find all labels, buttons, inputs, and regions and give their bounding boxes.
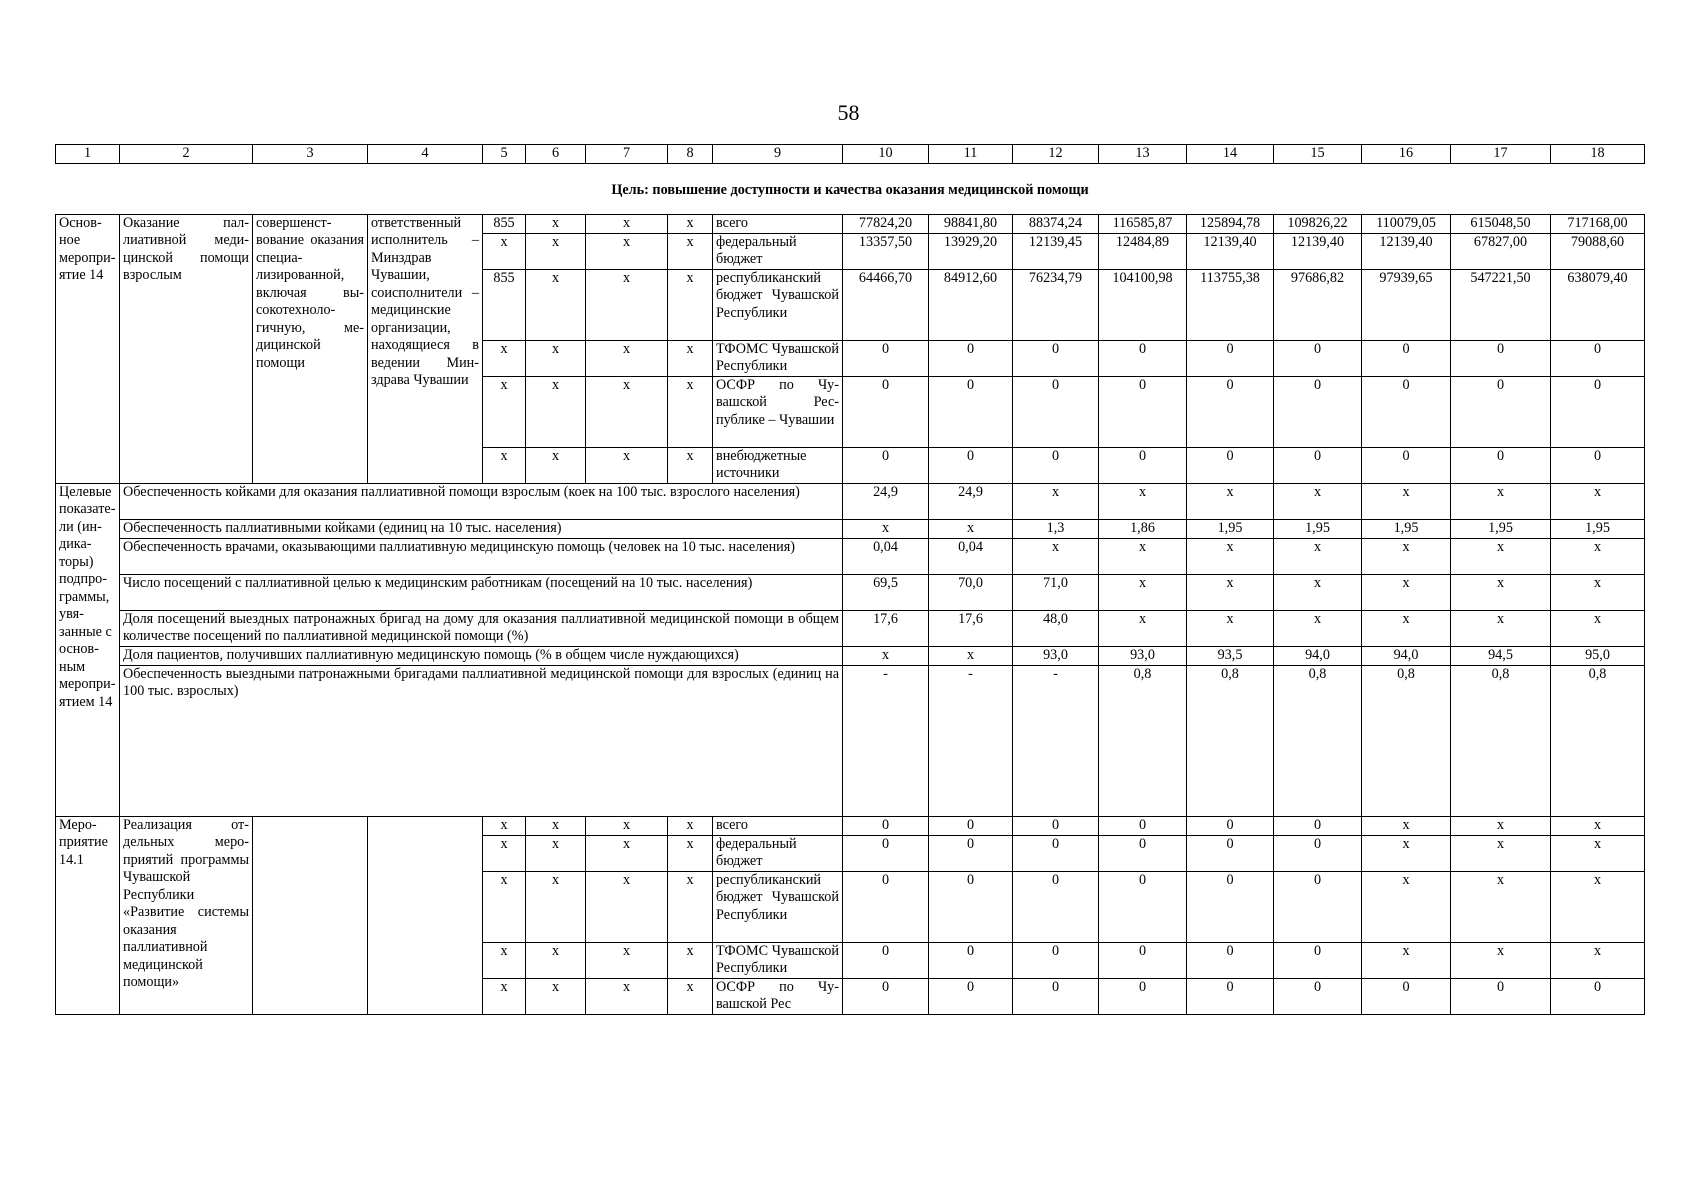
value-cell: 0 xyxy=(1362,447,1451,483)
value-cell: х xyxy=(1099,610,1187,646)
table-cell: х xyxy=(483,871,526,942)
indicator-name: Обеспеченность выездными патронажными бригадами паллиативной медицинской помощи для взрослых (единиц на 100 тыс. взрослых) xyxy=(120,665,843,816)
table-cell: х xyxy=(586,233,668,269)
value-cell: 125894,78 xyxy=(1187,214,1274,233)
value-cell: 93,5 xyxy=(1187,646,1274,665)
column-number: 18 xyxy=(1551,145,1645,164)
value-cell: х xyxy=(1099,483,1187,519)
value-cell: 0 xyxy=(843,447,929,483)
value-cell: х xyxy=(929,646,1013,665)
table-cell: х xyxy=(526,978,586,1014)
funding-source: федеральный бюджет xyxy=(713,835,843,871)
value-cell: 12139,40 xyxy=(1362,233,1451,269)
funding-source: федеральный бюджет xyxy=(713,233,843,269)
value-cell: 88374,24 xyxy=(1013,214,1099,233)
value-cell: 0 xyxy=(1451,447,1551,483)
value-cell: 0 xyxy=(843,835,929,871)
indicator-name: Обеспеченность врачами, оказывающими паллиативную медицинскую помощь (человек на 10 тыс. населения) xyxy=(120,538,843,574)
activity-label: Основное мероприятие 14 xyxy=(56,214,120,483)
value-cell: х xyxy=(843,646,929,665)
column-number: 4 xyxy=(368,145,483,164)
column-number: 12 xyxy=(1013,145,1099,164)
value-cell: 98841,80 xyxy=(929,214,1013,233)
value-cell: 0 xyxy=(1274,835,1362,871)
value-cell: 94,0 xyxy=(1274,646,1362,665)
value-cell: 0 xyxy=(1187,340,1274,376)
value-cell: х xyxy=(1362,942,1451,978)
value-cell: х xyxy=(1551,942,1645,978)
value-cell: 17,6 xyxy=(843,610,929,646)
table-cell: х xyxy=(526,942,586,978)
indicator-name: Обеспеченность койками для оказания паллиативной помощи взрослым (коек на 100 тыс. взрослого населения) xyxy=(120,483,843,519)
value-cell: 0,8 xyxy=(1099,665,1187,816)
value-cell: 0 xyxy=(1013,816,1099,835)
value-cell: 0 xyxy=(1187,447,1274,483)
empty-cell xyxy=(253,816,368,1014)
column-number: 15 xyxy=(1274,145,1362,164)
value-cell: х xyxy=(1274,538,1362,574)
column-number: 9 xyxy=(713,145,843,164)
value-cell: 12139,40 xyxy=(1274,233,1362,269)
table-cell: х xyxy=(586,942,668,978)
table-cell: х xyxy=(586,340,668,376)
table-cell: х xyxy=(586,871,668,942)
value-cell: х xyxy=(1451,610,1551,646)
table-row xyxy=(56,214,1645,233)
table-cell: х xyxy=(526,447,586,483)
column-number: 10 xyxy=(843,145,929,164)
value-cell: 0,8 xyxy=(1187,665,1274,816)
value-cell: 0 xyxy=(1099,942,1187,978)
activity-label: Мероприятие 14.1 xyxy=(56,816,120,1014)
indicator-name: Обеспеченность паллиативными койками (единиц на 10 тыс. населения) xyxy=(120,519,843,538)
value-cell: 0 xyxy=(1099,340,1187,376)
value-cell: х xyxy=(1362,816,1451,835)
value-cell: 0 xyxy=(843,942,929,978)
value-cell: 79088,60 xyxy=(1551,233,1645,269)
indicators-label: Целевые показатели (индикаторы) подпрограммы, увязанные с основным мероприятием 14 xyxy=(56,483,120,816)
value-cell: 0 xyxy=(1187,835,1274,871)
value-cell: х xyxy=(1362,538,1451,574)
value-cell: х xyxy=(1362,871,1451,942)
table-cell: х xyxy=(526,233,586,269)
value-cell: х xyxy=(1551,816,1645,835)
value-cell: 0 xyxy=(1274,978,1362,1014)
value-cell: х xyxy=(1451,538,1551,574)
table-cell: х xyxy=(526,269,586,340)
value-cell: 0 xyxy=(1099,376,1187,447)
table-cell: х xyxy=(483,835,526,871)
table-cell: х xyxy=(586,376,668,447)
empty-cell xyxy=(368,816,483,1014)
value-cell: 12484,89 xyxy=(1099,233,1187,269)
value-cell: 0 xyxy=(1362,978,1451,1014)
value-cell: х xyxy=(843,519,929,538)
value-cell: 0,04 xyxy=(929,538,1013,574)
value-cell: 0 xyxy=(929,816,1013,835)
value-cell: 0 xyxy=(1099,835,1187,871)
value-cell: х xyxy=(1187,538,1274,574)
indicator-row xyxy=(56,574,1645,610)
indicator-row xyxy=(56,610,1645,646)
indicator-row xyxy=(56,483,1645,519)
value-cell: 0 xyxy=(843,816,929,835)
value-cell: 0 xyxy=(1099,871,1187,942)
funding-source: ОСФР по Чувашской Республике – Чувашии xyxy=(713,376,843,447)
table-cell: х xyxy=(526,871,586,942)
value-cell: 0 xyxy=(929,447,1013,483)
value-cell: х xyxy=(1362,574,1451,610)
value-cell: 0 xyxy=(1187,376,1274,447)
value-cell: 0 xyxy=(1451,978,1551,1014)
value-cell: 0 xyxy=(843,871,929,942)
value-cell: х xyxy=(1451,816,1551,835)
value-cell: 0 xyxy=(929,942,1013,978)
value-cell: 0 xyxy=(1187,942,1274,978)
table-cell: х xyxy=(668,214,713,233)
value-cell: х xyxy=(1187,483,1274,519)
value-cell: 717168,00 xyxy=(1551,214,1645,233)
table-cell: х xyxy=(483,978,526,1014)
table-cell: х xyxy=(586,214,668,233)
value-cell: 0,04 xyxy=(843,538,929,574)
value-cell: х xyxy=(1551,871,1645,942)
value-cell: х xyxy=(929,519,1013,538)
activity-name: Оказание паллиативной медицинской помощи взрослым xyxy=(120,214,253,483)
value-cell: 76234,79 xyxy=(1013,269,1099,340)
funding-source: всего xyxy=(713,816,843,835)
value-cell: 0 xyxy=(1362,340,1451,376)
value-cell: 12139,45 xyxy=(1013,233,1099,269)
funding-source: всего xyxy=(713,214,843,233)
column-number: 13 xyxy=(1099,145,1187,164)
table-cell: х xyxy=(668,835,713,871)
table-cell: х xyxy=(668,376,713,447)
goal-row xyxy=(56,164,1645,215)
value-cell: 0 xyxy=(1187,978,1274,1014)
value-cell: 0 xyxy=(843,978,929,1014)
value-cell: 615048,50 xyxy=(1451,214,1551,233)
header-row xyxy=(56,145,1645,164)
table-cell: х xyxy=(526,214,586,233)
value-cell: х xyxy=(1451,871,1551,942)
funding-source: ТФОМС Чувашской Республики xyxy=(713,942,843,978)
indicator-row xyxy=(56,646,1645,665)
table-cell: х xyxy=(483,233,526,269)
value-cell: 0 xyxy=(929,376,1013,447)
value-cell: 0 xyxy=(1013,871,1099,942)
table-cell: х xyxy=(668,233,713,269)
funding-source: республиканский бюджет Чувашской Республики xyxy=(713,269,843,340)
value-cell: 13357,50 xyxy=(843,233,929,269)
value-cell: 0 xyxy=(1551,447,1645,483)
value-cell: 0 xyxy=(1013,942,1099,978)
table-cell: х xyxy=(586,835,668,871)
value-cell: 0 xyxy=(1187,816,1274,835)
value-cell: х xyxy=(1187,574,1274,610)
table-cell: х xyxy=(483,376,526,447)
value-cell: 0 xyxy=(1099,978,1187,1014)
value-cell: 0 xyxy=(929,835,1013,871)
program-table xyxy=(55,144,1645,1015)
column-number: 17 xyxy=(1451,145,1551,164)
value-cell: 0 xyxy=(1013,447,1099,483)
value-cell: 97939,65 xyxy=(1362,269,1451,340)
value-cell: 97686,82 xyxy=(1274,269,1362,340)
column-number: 2 xyxy=(120,145,253,164)
value-cell: 104100,98 xyxy=(1099,269,1187,340)
value-cell: 0 xyxy=(929,871,1013,942)
value-cell: 95,0 xyxy=(1551,646,1645,665)
value-cell: 0 xyxy=(1551,978,1645,1014)
value-cell: х xyxy=(1274,574,1362,610)
table-cell: х xyxy=(668,340,713,376)
value-cell: 110079,05 xyxy=(1362,214,1451,233)
value-cell: х xyxy=(1362,835,1451,871)
value-cell: 0 xyxy=(1099,447,1187,483)
table-cell: х xyxy=(526,376,586,447)
value-cell: 93,0 xyxy=(1013,646,1099,665)
table-cell: х xyxy=(483,340,526,376)
value-cell: - xyxy=(843,665,929,816)
value-cell: х xyxy=(1551,538,1645,574)
value-cell: 0 xyxy=(1274,376,1362,447)
column-number: 11 xyxy=(929,145,1013,164)
value-cell: 0 xyxy=(1451,376,1551,447)
value-cell: 0,8 xyxy=(1451,665,1551,816)
table-cell: х xyxy=(526,835,586,871)
table-cell: х xyxy=(586,978,668,1014)
indicator-row xyxy=(56,538,1645,574)
column-number: 3 xyxy=(253,145,368,164)
value-cell: 24,9 xyxy=(843,483,929,519)
value-cell: 0 xyxy=(1274,447,1362,483)
table-cell: х xyxy=(586,816,668,835)
indicator-row xyxy=(56,519,1645,538)
value-cell: 71,0 xyxy=(1013,574,1099,610)
value-cell: 69,5 xyxy=(843,574,929,610)
value-cell: 1,95 xyxy=(1274,519,1362,538)
value-cell: 0 xyxy=(1013,340,1099,376)
table-cell: х xyxy=(668,447,713,483)
table-cell: х xyxy=(586,447,668,483)
page-number: 58 xyxy=(837,100,860,125)
value-cell: 67827,00 xyxy=(1451,233,1551,269)
value-cell: 0 xyxy=(1274,816,1362,835)
indicator-row xyxy=(56,665,1645,816)
value-cell: 547221,50 xyxy=(1451,269,1551,340)
table-cell: х xyxy=(668,871,713,942)
activity-goal: совершенствование оказания специализированной, включая высокотехнологичную, медицинской помощи xyxy=(253,214,368,483)
column-number: 5 xyxy=(483,145,526,164)
value-cell: 17,6 xyxy=(929,610,1013,646)
table-cell: х xyxy=(526,340,586,376)
table-cell: х xyxy=(526,816,586,835)
table-cell: х xyxy=(483,816,526,835)
value-cell: 0 xyxy=(1187,871,1274,942)
value-cell: х xyxy=(1013,483,1099,519)
indicator-name: Доля посещений выездных патронажных бригад на дому для оказания паллиативной медицинской помощи в общем количестве посещений по паллиативной медицинской помощи (%) xyxy=(120,610,843,646)
table-cell: 855 xyxy=(483,269,526,340)
value-cell: 0 xyxy=(929,978,1013,1014)
goal-title: Цель: повышение доступности и качества оказания медицинской помощи xyxy=(56,164,1645,215)
table-cell: х xyxy=(483,942,526,978)
funding-source: ОСФР по Чувашской Рес xyxy=(713,978,843,1014)
column-number: 16 xyxy=(1362,145,1451,164)
value-cell: 48,0 xyxy=(1013,610,1099,646)
value-cell: 94,5 xyxy=(1451,646,1551,665)
value-cell: 0 xyxy=(1099,816,1187,835)
value-cell: х xyxy=(1099,574,1187,610)
value-cell: 64466,70 xyxy=(843,269,929,340)
value-cell: х xyxy=(1362,610,1451,646)
value-cell: 638079,40 xyxy=(1551,269,1645,340)
column-number: 8 xyxy=(668,145,713,164)
activity-executor: ответственный исполнитель – Минздрав Чувашии, соисполнители – медицинские организации, находящиеся в ведении Минздрава Чувашии xyxy=(368,214,483,483)
value-cell: 109826,22 xyxy=(1274,214,1362,233)
value-cell: 0,8 xyxy=(1274,665,1362,816)
value-cell: 13929,20 xyxy=(929,233,1013,269)
funding-source: ТФОМС Чувашской Республики xyxy=(713,340,843,376)
value-cell: 0 xyxy=(1362,376,1451,447)
value-cell: 24,9 xyxy=(929,483,1013,519)
value-cell: 0,8 xyxy=(1551,665,1645,816)
value-cell: 0 xyxy=(1451,340,1551,376)
value-cell: х xyxy=(1274,610,1362,646)
table-cell: 855 xyxy=(483,214,526,233)
value-cell: х xyxy=(1099,538,1187,574)
value-cell: х xyxy=(1274,483,1362,519)
value-cell: 93,0 xyxy=(1099,646,1187,665)
value-cell: х xyxy=(1362,483,1451,519)
table-row xyxy=(56,816,1645,835)
value-cell: 0 xyxy=(843,376,929,447)
value-cell: 0 xyxy=(1551,376,1645,447)
table-cell: х xyxy=(586,269,668,340)
column-number: 6 xyxy=(526,145,586,164)
value-cell: 77824,20 xyxy=(843,214,929,233)
value-cell: х xyxy=(1451,574,1551,610)
table-cell: х xyxy=(668,978,713,1014)
value-cell: 0 xyxy=(1013,978,1099,1014)
value-cell: 1,86 xyxy=(1099,519,1187,538)
value-cell: 0 xyxy=(1274,340,1362,376)
value-cell: 0 xyxy=(1013,376,1099,447)
indicator-name: Число посещений с паллиативной целью к медицинским работникам (посещений на 10 тыс. населения) xyxy=(120,574,843,610)
value-cell: х xyxy=(1551,483,1645,519)
value-cell: 94,0 xyxy=(1362,646,1451,665)
value-cell: х xyxy=(1551,610,1645,646)
value-cell: 1,3 xyxy=(1013,519,1099,538)
value-cell: х xyxy=(1551,574,1645,610)
activity-name: Реализация отдельных мероприятий программы Чувашской Республики «Развитие системы оказания паллиативной медицинской помощи» xyxy=(120,816,253,1014)
table-cell: х xyxy=(668,816,713,835)
column-number: 1 xyxy=(56,145,120,164)
table-cell: х xyxy=(668,942,713,978)
value-cell: 84912,60 xyxy=(929,269,1013,340)
value-cell: 0 xyxy=(843,340,929,376)
value-cell: - xyxy=(1013,665,1099,816)
value-cell: 12139,40 xyxy=(1187,233,1274,269)
value-cell: х xyxy=(1551,835,1645,871)
funding-source: республиканский бюджет Чувашской Республики xyxy=(713,871,843,942)
value-cell: х xyxy=(1451,835,1551,871)
value-cell: х xyxy=(1187,610,1274,646)
indicator-name: Доля пациентов, получивших паллиативную медицинскую помощь (% в общем числе нуждающихся) xyxy=(120,646,843,665)
value-cell: х xyxy=(1451,483,1551,519)
table-cell: х xyxy=(483,447,526,483)
value-cell: х xyxy=(1451,942,1551,978)
value-cell: 0 xyxy=(1551,340,1645,376)
value-cell: 1,95 xyxy=(1187,519,1274,538)
value-cell: 0 xyxy=(1274,942,1362,978)
value-cell: х xyxy=(1013,538,1099,574)
value-cell: 0,8 xyxy=(1362,665,1451,816)
value-cell: 113755,38 xyxy=(1187,269,1274,340)
value-cell: 70,0 xyxy=(929,574,1013,610)
column-number: 14 xyxy=(1187,145,1274,164)
value-cell: 116585,87 xyxy=(1099,214,1187,233)
table-cell: х xyxy=(668,269,713,340)
funding-source: внебюджетные источники xyxy=(713,447,843,483)
value-cell: - xyxy=(929,665,1013,816)
value-cell: 0 xyxy=(929,340,1013,376)
value-cell: 1,95 xyxy=(1451,519,1551,538)
value-cell: 0 xyxy=(1274,871,1362,942)
value-cell: 1,95 xyxy=(1362,519,1451,538)
value-cell: 0 xyxy=(1013,835,1099,871)
column-number: 7 xyxy=(586,145,668,164)
value-cell: 1,95 xyxy=(1551,519,1645,538)
